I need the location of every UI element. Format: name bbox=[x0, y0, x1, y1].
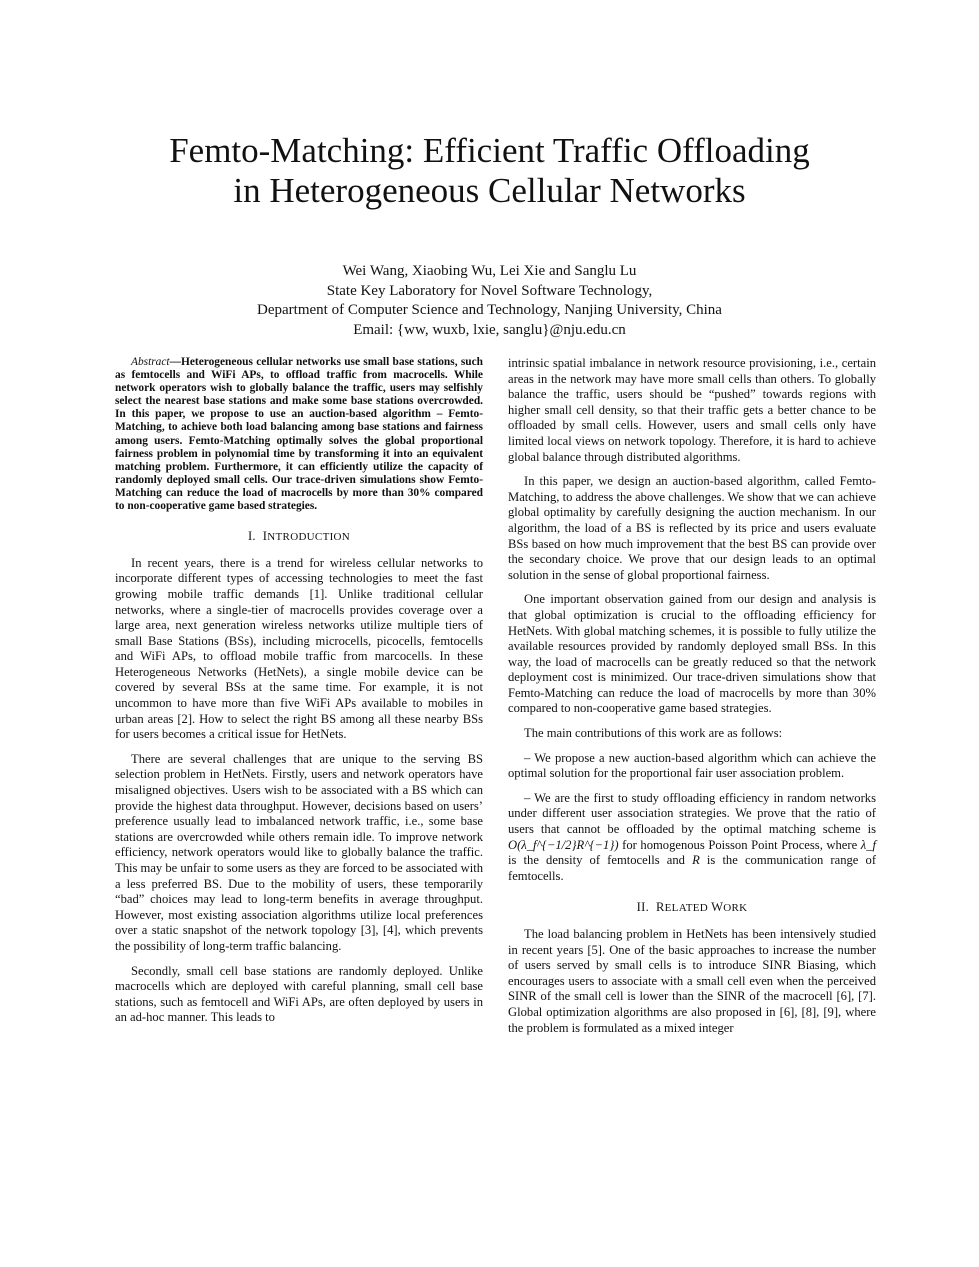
intro-paragraph: There are several challenges that are unique to the serving BS selection problem in HetNets. Firstly, users and network operators have misaligned objectives. Users wish to be associated with a BS which can provide the highest data throughput. However, decisions based on users’ preference usually lead to imbalanced network traffic, i.e., some base stations are overcrowded while others remain idle. To improve network efficiency, network operators would like to globally balance the traffic. This may be unfair to some users as they are forced to be associated with a less preferred BS. Due to the mobility of users, these temporarily “bad” choices may lead to long-term benefits in average throughput. However, most existing association algorithms utilize local preferences over a static snapshot of the network topology [3], [4], which prevents the possibility of long-term traffic balancing. bbox=[115, 751, 483, 953]
author-names: Wei Wang, Xiaobing Wu, Lei Xie and Sanglu Lu bbox=[342, 263, 637, 279]
related-paragraph: The load balancing problem in HetNets has been intensively studied in recent years [5]. One of the basic approaches to increase the number of users served by small cells is to introduce SINR Biasing, which encourages users to associate with a small cell even when the perceived SINR of the small cell is lower than the SINR of the macrocell [6], [7]. Global optimization algorithms are also proposed in [6], [8], [9], where the problem is formulated as a mixed integer bbox=[508, 927, 876, 1035]
intro-paragraph: Secondly, small cell base stations are randomly deployed. Unlike macrocells which are deployed with careful planning, small cell base stations, such as femtocell and WiFi APs, are often deployed by users in an ad-hoc manner. This leads to bbox=[115, 963, 483, 1025]
section-heading-introduction: I. INTRODUCTION bbox=[247, 529, 351, 544]
title-line-1: Femto-Matching: Efficient Traffic Offloading bbox=[169, 131, 810, 170]
body-paragraph: The main contributions of this work are as follows: bbox=[524, 726, 783, 741]
range-symbol: R bbox=[692, 853, 700, 868]
author-email: Email: {ww, wuxb, lxie, sanglu}@nju.edu.cn bbox=[353, 321, 626, 338]
abstract-text: —Heterogeneous cellular networks use small base stations, such as femtocells and WiFi APs, to offload traffic from macrocells. While network operators wish to globally balance the traffic, users may selfishly select the nearest base stations and make some base stations overcrowded. In this paper, we propose to use an auction-based algorithm – Femto-Matching, to achieve both load balancing among base stations and fairness among users. Femto-Matching optimally solves the global proportional fairness problem in polynomial time by transforming it into an equivalent matching problem. Furthermore, it can efficiently utilize the capacity of randomly deployed small cells. Our trace-driven simulations show Femto-Matching can reduce the load of macrocells by more than 30% compared to non-cooperative game based strategies. bbox=[115, 356, 483, 513]
title-line-2: in Heterogeneous Cellular Networks bbox=[233, 171, 746, 210]
lambda-symbol: λ_f bbox=[860, 837, 876, 852]
paper-title bbox=[120, 131, 859, 211]
abstract bbox=[115, 356, 483, 513]
contribution-item: – We propose a new auction-based algorithm which can achieve the optimal solution for the proportional fair user association problem. bbox=[508, 750, 876, 781]
author-block bbox=[150, 262, 829, 340]
complexity-formula: O(λ_f^{−1/2}R^{−1}) bbox=[508, 837, 619, 852]
body-paragraph: In this paper, we design an auction-based algorithm, called Femto-Matching, to address the above challenges. We show that we can achieve global optimality by carefully designing the auction mechanism. In our algorithm, the load of a BS is reflected by its price and users evaluate BSs based on how much improvement that the best BS can provide over the secondary choice. We prove that our design leads to an optimal solution in the sense of global proportional fairness. bbox=[508, 474, 876, 582]
right-column bbox=[508, 356, 876, 1045]
body-paragraph: intrinsic spatial imbalance in network resource provisioning, i.e., certain areas in the network may have more small cells than others. To globally balance the traffic, users should be “pushed” towards regions with higher small cell density, so that their traffic gets a better chance to be offloaded by small cells. However, users and small cells only have limited local views on network topology. Therefore, it is hard to achieve global balance through distributed algorithms. bbox=[508, 356, 876, 464]
author-lab: State Key Laboratory for Novel Software Technology, bbox=[326, 282, 653, 299]
section-heading-related-work: II. RELATED WORK bbox=[636, 900, 748, 915]
intro-paragraph: In recent years, there is a trend for wireless cellular networks to incorporate different types of accessing technologies to meet the fast growing mobile traffic demands [1]. Unlike traditional cellular networks, where a single-tier of macrocells provides coverage over a large area, next generation wireless networks utilize multiple tiers of small Base Stations (BSs), including microcells, picocells, femtocells and WiFi APs, to offload mobile traffic from marcocells. In these Heterogeneous Networks (HetNets), a single mobile device can be covered by several BSs at the same time. For example, it is not uncommon to have more than five WiFi APs available to mobiles in urban areas [2]. How to select the right BS among all these nearby BSs for users becomes a critical issue for HetNets. bbox=[115, 555, 483, 742]
contribution-item: – We are the first to study offloading efficiency in random networks under different user association strategies. We prove that the ratio of users that cannot be offloaded by the optimal matching scheme is O(λ_f^{−1/2}R^{−1}) for homogenous Poisson Point Process, where λ_f is the density of femtocells and R is the communication range of femtocells. bbox=[508, 790, 877, 883]
abstract-lead: Abstract bbox=[131, 356, 170, 368]
left-column bbox=[115, 356, 483, 1035]
author-dept: Department of Computer Science and Technology, Nanjing University, China bbox=[257, 302, 722, 318]
body-paragraph: One important observation gained from our design and analysis is that global optimization is crucial to the offloading efficiency for HetNets. With global matching schemes, it is possible to fully utilize the available resources provided by randomly deployed small BSs. In this way, the load of macrocells can be greatly reduced so that the network deployment cost is minimized. Our trace-driven simulations show that Femto-Matching can reduce the load of macrocells by more than 30% compared to non-cooperative game based strategies. bbox=[508, 592, 876, 716]
